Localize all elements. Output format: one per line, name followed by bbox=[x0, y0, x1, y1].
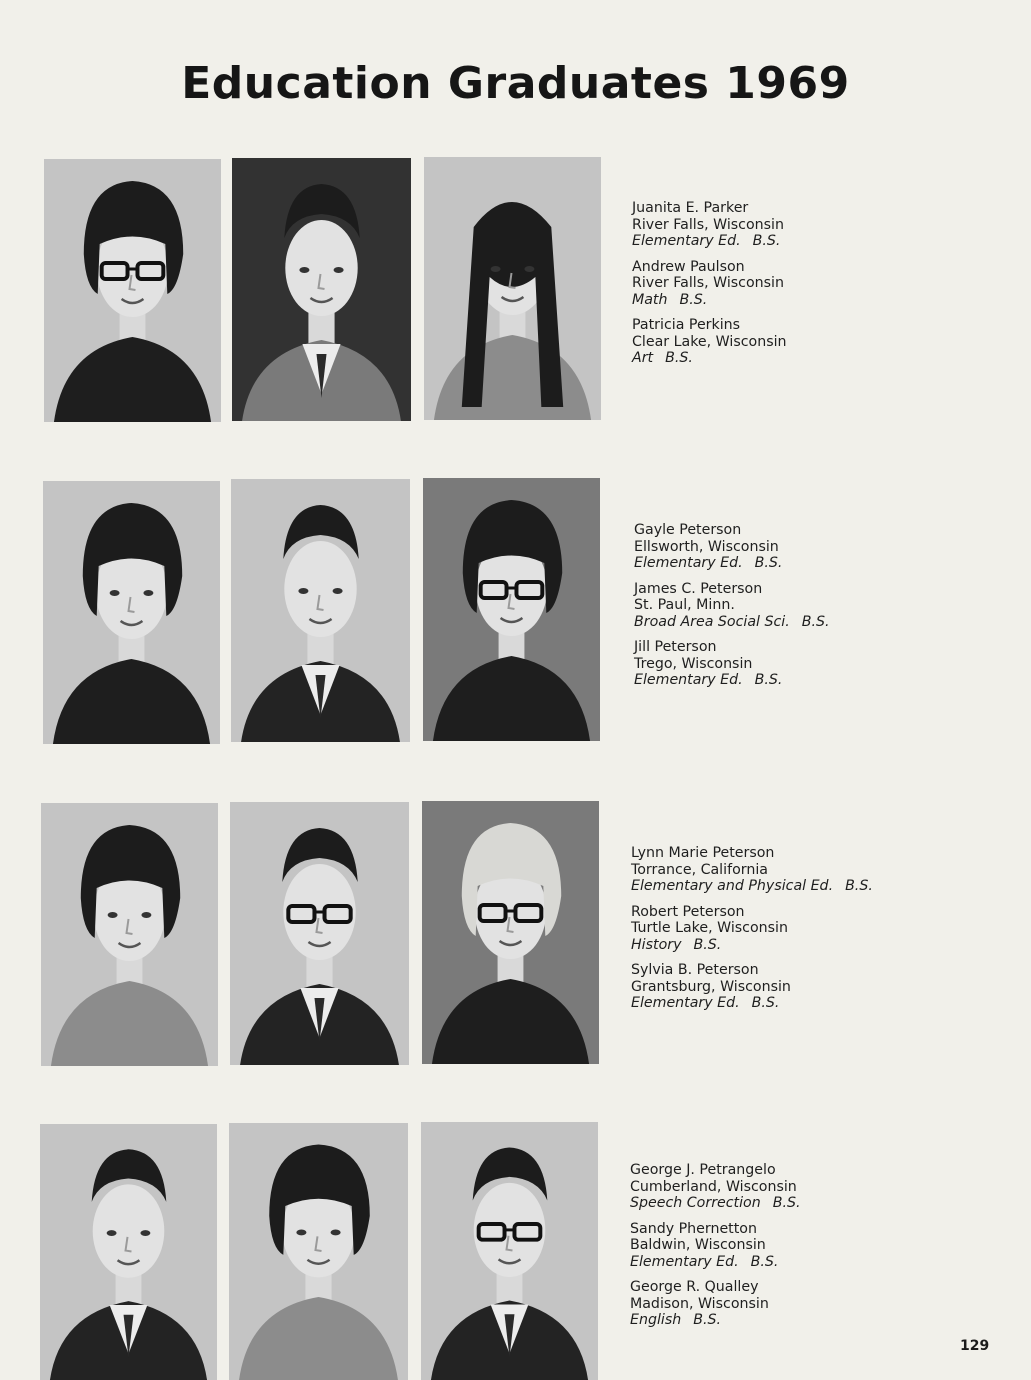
portrait-photo bbox=[40, 1124, 217, 1380]
graduate-entry bbox=[634, 522, 830, 572]
graduate-degree: B.S. bbox=[845, 878, 873, 894]
graduate-degree: B.S. bbox=[751, 995, 780, 1011]
graduate-major: Speech Correction bbox=[630, 1195, 761, 1211]
portrait-silhouette bbox=[230, 802, 409, 1065]
graduate-name: Robert Peterson bbox=[631, 903, 745, 920]
graduate-hometown: Turtle Lake, Wisconsin bbox=[631, 920, 788, 936]
graduate-degree: B.S. bbox=[750, 1253, 779, 1270]
graduate-degree: B.S. bbox=[801, 613, 830, 630]
graduate-major: Elementary Ed. bbox=[632, 233, 741, 249]
portrait-silhouette bbox=[423, 478, 600, 741]
graduate-name: Sylvia B. Peterson bbox=[631, 962, 759, 978]
graduate-entry bbox=[634, 581, 830, 631]
portrait-silhouette bbox=[43, 481, 220, 744]
portrait-photo bbox=[422, 801, 599, 1064]
graduate-degree: B.S. bbox=[693, 1312, 721, 1328]
portrait-photo bbox=[41, 803, 218, 1066]
portrait-silhouette bbox=[424, 157, 601, 420]
graduate-major: English bbox=[630, 1312, 682, 1328]
portrait-photo bbox=[423, 478, 600, 741]
graduate-degree: B.S. bbox=[679, 291, 708, 308]
caption-block bbox=[631, 845, 873, 1021]
graduate-major: Math bbox=[632, 291, 668, 308]
graduate-name: Jill Peterson bbox=[634, 639, 717, 655]
caption-block bbox=[630, 1162, 801, 1338]
portrait-silhouette bbox=[41, 803, 218, 1066]
graduate-name: Patricia Perkins bbox=[632, 317, 741, 333]
graduate-entry bbox=[632, 317, 787, 367]
portrait-photo bbox=[229, 1123, 408, 1380]
graduate-major: Elementary Ed. bbox=[630, 1253, 739, 1270]
graduate-name: Andrew Paulson bbox=[632, 258, 745, 275]
graduate-hometown: Ellsworth, Wisconsin bbox=[634, 538, 779, 555]
graduate-entry bbox=[630, 1162, 801, 1212]
graduate-name: James C. Peterson bbox=[634, 580, 763, 597]
graduate-entry bbox=[632, 259, 787, 309]
graduate-entry bbox=[631, 845, 873, 895]
graduate-hometown: Trego, Wisconsin bbox=[634, 655, 753, 672]
graduate-degree: B.S. bbox=[754, 672, 783, 688]
graduate-degree: B.S. bbox=[665, 350, 693, 366]
page-number: 129 bbox=[960, 1338, 990, 1354]
graduate-major: Art bbox=[632, 350, 654, 366]
page-title: Education Graduates 1969 bbox=[181, 58, 850, 109]
graduate-major: Elementary and Physical Ed. bbox=[631, 878, 834, 894]
graduate-name: Sandy Phernetton bbox=[630, 1220, 757, 1237]
graduate-name: Juanita E. Parker bbox=[632, 200, 749, 216]
graduate-hometown: Cumberland, Wisconsin bbox=[630, 1178, 797, 1195]
graduate-major: Elementary Ed. bbox=[634, 672, 743, 688]
portrait-silhouette bbox=[40, 1124, 217, 1380]
graduate-degree: B.S. bbox=[754, 555, 783, 571]
graduate-major: History bbox=[631, 936, 682, 953]
portrait-silhouette bbox=[44, 159, 221, 422]
graduate-name: George J. Petrangelo bbox=[630, 1162, 776, 1178]
graduate-entry bbox=[632, 200, 787, 250]
graduate-major: Broad Area Social Sci. bbox=[634, 613, 790, 630]
graduate-hometown: River Falls, Wisconsin bbox=[632, 275, 784, 291]
graduate-entry bbox=[631, 904, 873, 954]
graduate-degree: B.S. bbox=[772, 1195, 801, 1211]
graduate-hometown: Baldwin, Wisconsin bbox=[630, 1237, 766, 1253]
portrait-photo bbox=[421, 1122, 598, 1380]
portrait-silhouette bbox=[232, 158, 411, 421]
portrait-photo bbox=[230, 802, 409, 1065]
portrait-photo bbox=[231, 479, 410, 742]
graduate-entry bbox=[630, 1279, 801, 1329]
graduate-entry bbox=[631, 962, 873, 1012]
graduate-major: Elementary Ed. bbox=[634, 555, 743, 571]
graduate-hometown: Grantsburg, Wisconsin bbox=[631, 978, 791, 995]
graduate-name: Lynn Marie Peterson bbox=[631, 845, 775, 861]
portrait-photo bbox=[424, 157, 601, 420]
portrait-silhouette bbox=[421, 1122, 598, 1380]
caption-block bbox=[634, 522, 830, 698]
portrait-silhouette bbox=[231, 479, 410, 742]
graduate-hometown: St. Paul, Minn. bbox=[634, 597, 735, 613]
graduate-major: Elementary Ed. bbox=[631, 995, 740, 1011]
graduate-hometown: Torrance, California bbox=[631, 861, 768, 878]
caption-block bbox=[632, 200, 787, 376]
graduate-entry bbox=[634, 639, 830, 689]
graduate-name: Gayle Peterson bbox=[634, 522, 742, 538]
graduate-hometown: Madison, Wisconsin bbox=[630, 1295, 769, 1312]
portrait-photo bbox=[232, 158, 411, 421]
portrait-photo bbox=[44, 159, 221, 422]
graduate-hometown: River Falls, Wisconsin bbox=[632, 216, 784, 233]
graduate-degree: B.S. bbox=[693, 936, 722, 953]
portrait-photo bbox=[43, 481, 220, 744]
graduate-hometown: Clear Lake, Wisconsin bbox=[632, 333, 787, 350]
graduate-entry bbox=[630, 1221, 801, 1271]
portrait-silhouette bbox=[229, 1123, 408, 1380]
graduate-name: George R. Qualley bbox=[630, 1279, 759, 1295]
portrait-silhouette bbox=[422, 801, 599, 1064]
graduate-degree: B.S. bbox=[752, 233, 781, 249]
